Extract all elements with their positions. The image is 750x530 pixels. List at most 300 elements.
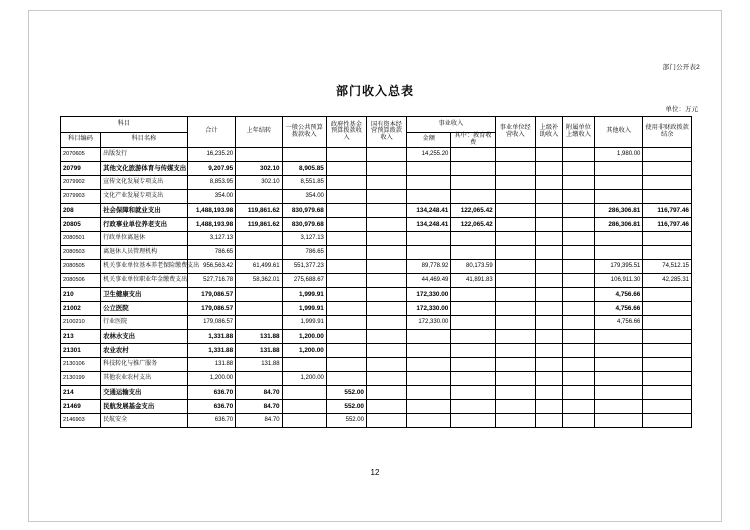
- cell-business-unit-mgmt-income: [495, 273, 535, 287]
- cell-gov-fund-budget: [326, 301, 366, 315]
- cell-business-income-amount: 172,330.00: [407, 287, 451, 301]
- cell-affiliated-unit-income: [563, 399, 595, 413]
- cell-total: 956,563.42: [187, 259, 236, 273]
- cell-state-capital-budget: [366, 385, 406, 399]
- cell-superior-subsidy-income: [535, 329, 562, 343]
- cell-use-of-existing-balance: [643, 371, 692, 385]
- col-business-income-group: 事业收入: [407, 117, 496, 133]
- table-row: [61, 147, 692, 161]
- cell-business-unit-mgmt-income: [495, 413, 535, 427]
- cell-other-income: [594, 329, 643, 343]
- cell-business-unit-mgmt-income: [495, 259, 535, 273]
- cell-general-public-budget: 1,999.91: [282, 301, 326, 315]
- col-superior-subsidy-income: 上级补助收入: [535, 117, 562, 148]
- cell-last-year-balance: 131.88: [236, 329, 282, 343]
- cell-code: 2080505: [61, 259, 101, 273]
- cell-business-unit-mgmt-income: [495, 245, 535, 259]
- cell-last-year-balance: [236, 371, 282, 385]
- table-row: [61, 217, 692, 231]
- cell-business-income-other: [451, 189, 495, 203]
- cell-name: 机关事业单位基本养老保险缴费支出: [101, 259, 188, 273]
- cell-last-year-balance: 84.70: [236, 399, 282, 413]
- cell-state-capital-budget: [366, 231, 406, 245]
- cell-code: 2100210: [61, 315, 101, 329]
- cell-affiliated-unit-income: [563, 329, 595, 343]
- col-business-income-amount: 金额: [407, 133, 451, 148]
- cell-business-unit-mgmt-income: [495, 203, 535, 217]
- table-row: [61, 273, 692, 287]
- cell-total: 786.65: [187, 245, 236, 259]
- cell-superior-subsidy-income: [535, 259, 562, 273]
- cell-name: 科技转化与推广服务: [101, 357, 188, 371]
- cell-business-unit-mgmt-income: [495, 231, 535, 245]
- cell-general-public-budget: 830,979.68: [282, 217, 326, 231]
- table-row: [61, 301, 692, 315]
- cell-superior-subsidy-income: [535, 245, 562, 259]
- cell-last-year-balance: [236, 245, 282, 259]
- cell-affiliated-unit-income: [563, 245, 595, 259]
- col-code: 科目编码: [61, 133, 101, 148]
- cell-other-income: [594, 413, 643, 427]
- cell-affiliated-unit-income: [563, 147, 595, 161]
- cell-total: 3,127.13: [187, 231, 236, 245]
- cell-use-of-existing-balance: [643, 161, 692, 175]
- cell-business-unit-mgmt-income: [495, 385, 535, 399]
- cell-business-income-amount: [407, 329, 451, 343]
- cell-superior-subsidy-income: [535, 385, 562, 399]
- cell-name: 行政单位离退休: [101, 231, 188, 245]
- cell-business-income-amount: [407, 231, 451, 245]
- cell-last-year-balance: 119,861.62: [236, 203, 282, 217]
- cell-business-income-other: [451, 245, 495, 259]
- cell-last-year-balance: [236, 231, 282, 245]
- cell-use-of-existing-balance: [643, 357, 692, 371]
- cell-name: 交通运输支出: [101, 385, 188, 399]
- cell-use-of-existing-balance: [643, 301, 692, 315]
- cell-code: 20799: [61, 161, 101, 175]
- cell-business-income-other: 80,173.59: [451, 259, 495, 273]
- cell-other-income: 1,980.00: [594, 147, 643, 161]
- cell-name: 行政事业单位养老支出: [101, 217, 188, 231]
- cell-general-public-budget: 3,127.13: [282, 231, 326, 245]
- cell-superior-subsidy-income: [535, 161, 562, 175]
- cell-general-public-budget: 786.65: [282, 245, 326, 259]
- cell-code: 213: [61, 329, 101, 343]
- cell-name: 机关事业单位职业年金缴费支出: [101, 273, 188, 287]
- cell-gov-fund-budget: [326, 273, 366, 287]
- cell-other-income: 286,306.81: [594, 217, 643, 231]
- cell-business-income-amount: 44,469.49: [407, 273, 451, 287]
- cell-superior-subsidy-income: [535, 399, 562, 413]
- cell-state-capital-budget: [366, 399, 406, 413]
- cell-last-year-balance: 84.70: [236, 385, 282, 399]
- cell-other-income: 4,756.66: [594, 287, 643, 301]
- cell-gov-fund-budget: 552.00: [326, 413, 366, 427]
- cell-gov-fund-budget: [326, 217, 366, 231]
- cell-gov-fund-budget: 552.00: [326, 399, 366, 413]
- cell-general-public-budget: 354.00: [282, 189, 326, 203]
- cell-code: 2130199: [61, 371, 101, 385]
- col-state-capital-budget: 国有资本经营预算拨款收入: [366, 117, 406, 148]
- cell-state-capital-budget: [366, 203, 406, 217]
- cell-last-year-balance: 61,499.61: [236, 259, 282, 273]
- cell-superior-subsidy-income: [535, 175, 562, 189]
- cell-total: 179,086.57: [187, 287, 236, 301]
- cell-general-public-budget: [282, 357, 326, 371]
- cell-gov-fund-budget: 552.00: [326, 385, 366, 399]
- table-row: [61, 231, 692, 245]
- table-row: [61, 357, 692, 371]
- cell-business-income-other: [451, 329, 495, 343]
- cell-gov-fund-budget: [326, 357, 366, 371]
- cell-other-income: 4,756.66: [594, 301, 643, 315]
- cell-general-public-budget: 1,999.91: [282, 315, 326, 329]
- cell-business-unit-mgmt-income: [495, 189, 535, 203]
- cell-general-public-budget: [282, 399, 326, 413]
- cell-other-income: 4,756.66: [594, 315, 643, 329]
- cell-use-of-existing-balance: [643, 287, 692, 301]
- cell-general-public-budget: [282, 413, 326, 427]
- cell-affiliated-unit-income: [563, 161, 595, 175]
- cell-gov-fund-budget: [326, 245, 366, 259]
- cell-business-unit-mgmt-income: [495, 343, 535, 357]
- cell-use-of-existing-balance: [643, 245, 692, 259]
- cell-business-unit-mgmt-income: [495, 357, 535, 371]
- cell-business-income-amount: 14,255.20: [407, 147, 451, 161]
- cell-gov-fund-budget: [326, 203, 366, 217]
- cell-use-of-existing-balance: 42,285.31: [643, 273, 692, 287]
- cell-business-income-amount: [407, 385, 451, 399]
- col-last-year-balance: 上年结转: [236, 117, 282, 148]
- cell-business-income-other: [451, 315, 495, 329]
- cell-affiliated-unit-income: [563, 371, 595, 385]
- cell-code: 21002: [61, 301, 101, 315]
- cell-last-year-balance: [236, 147, 282, 161]
- cell-affiliated-unit-income: [563, 217, 595, 231]
- cell-use-of-existing-balance: [643, 189, 692, 203]
- cell-code: 210: [61, 287, 101, 301]
- cell-business-income-amount: [407, 175, 451, 189]
- cell-total: 636.70: [187, 385, 236, 399]
- cell-affiliated-unit-income: [563, 343, 595, 357]
- col-business-income-other: 其中：教育收费: [451, 133, 495, 148]
- cell-general-public-budget: 1,200.00: [282, 343, 326, 357]
- cell-code: 20805: [61, 217, 101, 231]
- cell-superior-subsidy-income: [535, 357, 562, 371]
- table-row: [61, 189, 692, 203]
- cell-general-public-budget: 551,377.23: [282, 259, 326, 273]
- cell-business-income-other: [451, 231, 495, 245]
- cell-state-capital-budget: [366, 357, 406, 371]
- cell-total: 1,488,193.98: [187, 217, 236, 231]
- cell-name: 其他文化旅游体育与传媒支出: [101, 161, 188, 175]
- cell-state-capital-budget: [366, 329, 406, 343]
- cell-business-unit-mgmt-income: [495, 287, 535, 301]
- cell-use-of-existing-balance: [643, 315, 692, 329]
- cell-affiliated-unit-income: [563, 385, 595, 399]
- cell-business-income-amount: [407, 399, 451, 413]
- cell-other-income: 179,395.51: [594, 259, 643, 273]
- cell-business-income-amount: 89,778.92: [407, 259, 451, 273]
- cell-name: 卫生健康支出: [101, 287, 188, 301]
- cell-affiliated-unit-income: [563, 175, 595, 189]
- cell-name: 宣传文化发展专项支出: [101, 175, 188, 189]
- col-total: 合计: [187, 117, 236, 148]
- cell-use-of-existing-balance: 116,797.46: [643, 217, 692, 231]
- cell-superior-subsidy-income: [535, 371, 562, 385]
- cell-state-capital-budget: [366, 245, 406, 259]
- cell-business-income-amount: 134,248.41: [407, 203, 451, 217]
- cell-use-of-existing-balance: 116,797.46: [643, 203, 692, 217]
- cell-superior-subsidy-income: [535, 203, 562, 217]
- cell-gov-fund-budget: [326, 231, 366, 245]
- cell-affiliated-unit-income: [563, 203, 595, 217]
- cell-affiliated-unit-income: [563, 273, 595, 287]
- cell-total: 1,200.00: [187, 371, 236, 385]
- cell-business-income-other: [451, 343, 495, 357]
- cell-total: 179,086.57: [187, 301, 236, 315]
- cell-last-year-balance: [236, 301, 282, 315]
- cell-affiliated-unit-income: [563, 259, 595, 273]
- cell-business-unit-mgmt-income: [495, 329, 535, 343]
- col-other-income: 其他收入: [594, 117, 643, 148]
- cell-name: 行业医院: [101, 315, 188, 329]
- col-subject-group: 科目: [61, 117, 188, 133]
- cell-gov-fund-budget: [326, 371, 366, 385]
- cell-general-public-budget: 1,200.00: [282, 371, 326, 385]
- cell-affiliated-unit-income: [563, 231, 595, 245]
- cell-last-year-balance: 131.88: [236, 343, 282, 357]
- cell-superior-subsidy-income: [535, 315, 562, 329]
- cell-business-income-amount: [407, 357, 451, 371]
- cell-last-year-balance: [236, 189, 282, 203]
- cell-state-capital-budget: [366, 147, 406, 161]
- cell-business-income-other: [451, 175, 495, 189]
- cell-state-capital-budget: [366, 189, 406, 203]
- cell-business-income-other: [451, 161, 495, 175]
- cell-business-income-amount: [407, 371, 451, 385]
- cell-code: 2146903: [61, 413, 101, 427]
- cell-superior-subsidy-income: [535, 287, 562, 301]
- cell-name: 公立医院: [101, 301, 188, 315]
- cell-gov-fund-budget: [326, 189, 366, 203]
- cell-name: 文化产业发展专项支出: [101, 189, 188, 203]
- cell-business-unit-mgmt-income: [495, 147, 535, 161]
- cell-state-capital-budget: [366, 301, 406, 315]
- cell-gov-fund-budget: [326, 343, 366, 357]
- table-row: [61, 371, 692, 385]
- cell-business-income-other: [451, 357, 495, 371]
- cell-code: 2080501: [61, 231, 101, 245]
- cell-total: 16,235.20: [187, 147, 236, 161]
- cell-business-income-amount: 172,330.00: [407, 315, 451, 329]
- cell-business-income-other: [451, 385, 495, 399]
- cell-state-capital-budget: [366, 371, 406, 385]
- cell-business-unit-mgmt-income: [495, 161, 535, 175]
- cell-other-income: [594, 371, 643, 385]
- cell-business-income-amount: [407, 245, 451, 259]
- cell-total: 1,488,193.98: [187, 203, 236, 217]
- cell-other-income: [594, 189, 643, 203]
- cell-code: 2079903: [61, 189, 101, 203]
- cell-last-year-balance: 84.70: [236, 413, 282, 427]
- cell-affiliated-unit-income: [563, 413, 595, 427]
- cell-business-income-amount: [407, 189, 451, 203]
- cell-last-year-balance: 302.10: [236, 175, 282, 189]
- col-affiliated-unit-income: 附属单位上缴收入: [563, 117, 595, 148]
- cell-total: 9,207.95: [187, 161, 236, 175]
- col-name: 科目名称: [101, 133, 188, 148]
- cell-superior-subsidy-income: [535, 147, 562, 161]
- cell-state-capital-budget: [366, 273, 406, 287]
- cell-business-income-other: 122,065.42: [451, 203, 495, 217]
- cell-business-income-other: [451, 371, 495, 385]
- table-row: [61, 315, 692, 329]
- cell-general-public-budget: [282, 147, 326, 161]
- cell-superior-subsidy-income: [535, 343, 562, 357]
- cell-state-capital-budget: [366, 161, 406, 175]
- cell-total: 636.70: [187, 399, 236, 413]
- cell-code: 21301: [61, 343, 101, 357]
- cell-last-year-balance: 302.10: [236, 161, 282, 175]
- table-row: [61, 245, 692, 259]
- cell-code: 214: [61, 385, 101, 399]
- cell-business-income-other: [451, 147, 495, 161]
- cell-name: 农林水支出: [101, 329, 188, 343]
- cell-code: 2130106: [61, 357, 101, 371]
- cell-total: 354.00: [187, 189, 236, 203]
- cell-last-year-balance: 58,362.01: [236, 273, 282, 287]
- cell-business-income-amount: [407, 413, 451, 427]
- cell-general-public-budget: [282, 385, 326, 399]
- cell-affiliated-unit-income: [563, 287, 595, 301]
- cell-use-of-existing-balance: [643, 231, 692, 245]
- cell-other-income: [594, 399, 643, 413]
- cell-business-income-amount: 172,330.00: [407, 301, 451, 315]
- cell-other-income: 106,911.30: [594, 273, 643, 287]
- cell-business-income-other: [451, 399, 495, 413]
- table-row: [61, 343, 692, 357]
- table-row: [61, 385, 692, 399]
- cell-name: 农业农村: [101, 343, 188, 357]
- cell-business-income-amount: 134,248.41: [407, 217, 451, 231]
- cell-affiliated-unit-income: [563, 189, 595, 203]
- cell-business-income-other: [451, 287, 495, 301]
- cell-state-capital-budget: [366, 343, 406, 357]
- table-body: [61, 147, 692, 427]
- table-row: [61, 203, 692, 217]
- cell-name: 离退休人员管理机构: [101, 245, 188, 259]
- cell-state-capital-budget: [366, 259, 406, 273]
- cell-business-unit-mgmt-income: [495, 175, 535, 189]
- cell-name: 民航安全: [101, 413, 188, 427]
- cell-business-income-amount: [407, 343, 451, 357]
- cell-gov-fund-budget: [326, 161, 366, 175]
- cell-code: 208: [61, 203, 101, 217]
- table-row: [61, 161, 692, 175]
- table-row: [61, 329, 692, 343]
- cell-name: 出版发行: [101, 147, 188, 161]
- table-header-row-1: [61, 117, 692, 133]
- cell-general-public-budget: 8,551.85: [282, 175, 326, 189]
- col-general-public-budget: 一般公共预算拨款收入: [282, 117, 326, 148]
- cell-superior-subsidy-income: [535, 217, 562, 231]
- cell-other-income: [594, 175, 643, 189]
- cell-use-of-existing-balance: [643, 147, 692, 161]
- cell-total: 1,331.88: [187, 329, 236, 343]
- cell-general-public-budget: 275,688.67: [282, 273, 326, 287]
- cell-last-year-balance: [236, 287, 282, 301]
- table-row: [61, 413, 692, 427]
- cell-business-unit-mgmt-income: [495, 399, 535, 413]
- cell-other-income: [594, 245, 643, 259]
- cell-gov-fund-budget: [326, 287, 366, 301]
- cell-business-unit-mgmt-income: [495, 371, 535, 385]
- table-row: [61, 287, 692, 301]
- cell-use-of-existing-balance: [643, 413, 692, 427]
- cell-other-income: [594, 385, 643, 399]
- cell-business-unit-mgmt-income: [495, 315, 535, 329]
- cell-state-capital-budget: [366, 287, 406, 301]
- cell-other-income: [594, 343, 643, 357]
- cell-superior-subsidy-income: [535, 413, 562, 427]
- cell-code: 2080503: [61, 245, 101, 259]
- cell-business-income-other: 41,891.83: [451, 273, 495, 287]
- cell-code: 2070605: [61, 147, 101, 161]
- cell-general-public-budget: 1,999.91: [282, 287, 326, 301]
- income-summary-table: [60, 116, 692, 428]
- cell-other-income: [594, 231, 643, 245]
- cell-superior-subsidy-income: [535, 189, 562, 203]
- cell-affiliated-unit-income: [563, 301, 595, 315]
- cell-last-year-balance: 131.88: [236, 357, 282, 371]
- cell-business-unit-mgmt-income: [495, 217, 535, 231]
- cell-total: 8,853.95: [187, 175, 236, 189]
- page-title: 部门收入总表: [335, 84, 414, 98]
- cell-gov-fund-budget: [326, 175, 366, 189]
- cell-total: 527,716.78: [187, 273, 236, 287]
- cell-business-income-other: [451, 413, 495, 427]
- cell-last-year-balance: [236, 315, 282, 329]
- cell-state-capital-budget: [366, 315, 406, 329]
- cell-other-income: 286,306.81: [594, 203, 643, 217]
- cell-use-of-existing-balance: [643, 385, 692, 399]
- cell-superior-subsidy-income: [535, 273, 562, 287]
- cell-other-income: [594, 161, 643, 175]
- cell-state-capital-budget: [366, 413, 406, 427]
- cell-code: 2079902: [61, 175, 101, 189]
- cell-gov-fund-budget: [326, 259, 366, 273]
- cell-gov-fund-budget: [326, 329, 366, 343]
- col-gov-fund-budget: 政府性基金预算拨款收入: [326, 117, 366, 148]
- cell-use-of-existing-balance: [643, 175, 692, 189]
- unit-label: 单位：万元: [665, 106, 698, 113]
- table-row: [61, 259, 692, 273]
- cell-superior-subsidy-income: [535, 301, 562, 315]
- cell-code: 21469: [61, 399, 101, 413]
- cell-state-capital-budget: [366, 175, 406, 189]
- cell-use-of-existing-balance: [643, 399, 692, 413]
- cell-business-income-other: 122,065.42: [451, 217, 495, 231]
- page-number: 12: [370, 468, 380, 477]
- cell-use-of-existing-balance: [643, 343, 692, 357]
- cell-use-of-existing-balance: 74,512.15: [643, 259, 692, 273]
- table-row: [61, 399, 692, 413]
- cell-general-public-budget: 830,979.68: [282, 203, 326, 217]
- cell-use-of-existing-balance: [643, 329, 692, 343]
- cell-general-public-budget: 1,200.00: [282, 329, 326, 343]
- cell-name: 民航发展基金支出: [101, 399, 188, 413]
